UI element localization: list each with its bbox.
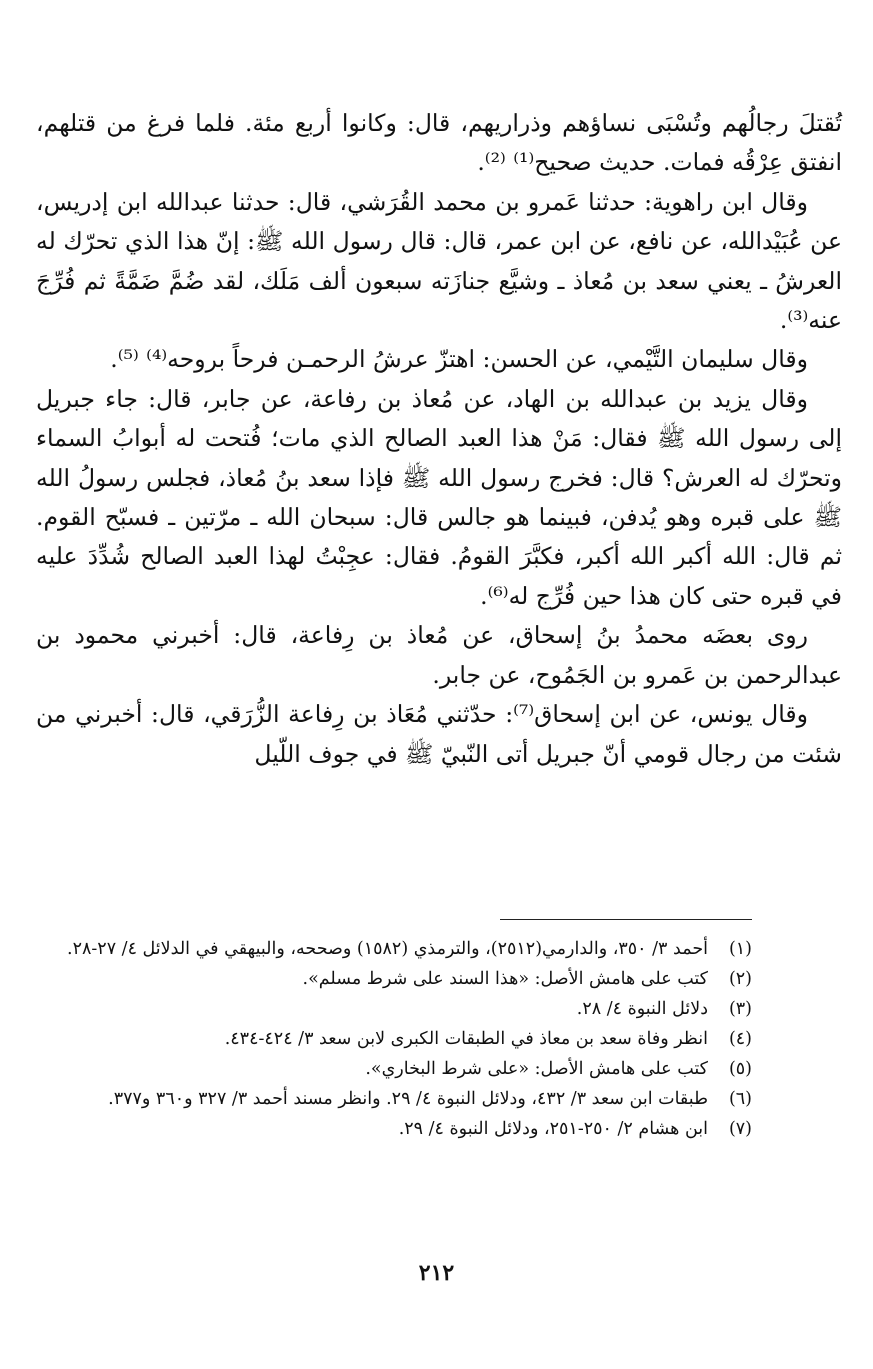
footnote-number: (٥): [728, 1059, 752, 1079]
footnote-text: انظر وفاة سعد بن معاذ في الطبقات الكبرى لابن سعد ٣/ ٤٢٤-٤٣٤.: [224, 1029, 708, 1049]
footnote-text: طبقات ابن سعد ٣/ ٤٣٢، ودلائل النبوة ٤/ ٢٩. وانظر مسند أحمد ٣/ ٣٢٧ و٣٦٠ و٣٧٧.: [108, 1089, 708, 1109]
body-paragraph: وقال يزيد بن عبدالله بن الهاد، عن مُعاذ بن رفاعة، عن جابر، قال: جاء جبريل إلى رسول الله ﷺ فقال: مَنْ هذا العبد الصالح الذي مات؛ فُتحت له أبوابُ السماء وتحرّك له العرش؟ قال: فخرج رسول الله ﷺ فإذا سعد بنُ مُعاذ، فجلس رسولُ الله ﷺ على قبره وهو يُدفن، فبينما هو جالس قال: سبحان الله ـ مرّتين ـ فسبّح القوم. ثم قال: الله أكبر الله أكبر، فكبَّرَ القومُ. فقال: عجِبْتُ لهذا العبد الصالح شُدِّدَ عليه في قبره حتى كان هذا حين فُرِّج له⁽⁶⁾.: [36, 384, 842, 610]
footnote-text: كتب على هامش الأصل: «على شرط البخاري».: [365, 1059, 708, 1079]
footnote-item: [30, 934, 752, 964]
footnote-number: (٤): [728, 1029, 752, 1049]
body-paragraph: وقال يونس، عن ابن إسحاق⁽⁷⁾: حدّثني مُعَاذ بن رِفاعة الزُّرَقي، قال: أخبرني من شئت من رجال قومي أنّ جبريل أتى النّبيّ ﷺ في جوف اللّيل: [36, 700, 842, 768]
footnotes: [30, 934, 752, 1144]
footnote-item: [30, 1054, 752, 1084]
body-paragraph: وقال سليمان التَّيْمي، عن الحسن: اهتزّ عرشُ الرحمـن فرحاً بروحه⁽⁴⁾ ⁽⁵⁾.: [110, 345, 808, 374]
main-text: [36, 104, 842, 774]
body-paragraph: تُقتلَ رجالُهم وتُسْبَى نساؤهم وذراريهم، قال: وكانوا أربع مئة. فلما فرغ من قتلهم، انفتق عِرْقُه فمات. حديث صحيح⁽¹⁾ ⁽²⁾.: [36, 109, 842, 177]
footnote-text: ابن هشام ٢/ ٢٥٠-٢٥١، ودلائل النبوة ٤/ ٢٩.: [398, 1119, 708, 1139]
body-paragraph: روى بعضَه محمدُ بنُ إسحاق، عن مُعاذ بن رِفاعة، قال: أخبرني محمود بن عبدالرحمن بن عَمرو بن الجَمُوح، عن جابر.: [36, 621, 842, 689]
body-paragraph: وقال ابن راهوية: حدثنا عَمرو بن محمد القُرَشي، قال: حدثنا عبدالله ابن إدريس، عن عُبَيْدالله، عن نافع، عن ابن عمر، قال: قال رسول الله ﷺ: إنّ هذا الذي تحرّك له العرشُ ـ يعني سعد بن مُعاذ ـ وشيَّع جنازَته سبعون ألف مَلَك، لقد ضُمَّ ضَمَّةً ثم فُرِّجَ عنه⁽³⁾.: [36, 187, 842, 335]
footnote-number: (٣): [728, 999, 752, 1019]
footnote-number: (٧): [728, 1119, 752, 1139]
footnote-item: [30, 1114, 752, 1144]
footnote-item: [30, 1084, 752, 1114]
footnote-divider: [500, 919, 752, 920]
footnote-item: [30, 994, 752, 1024]
footnote-text: أحمد ٣/ ٣٥٠، والدارمي(٢٥١٢)، والترمذي (١٥٨٢) وصححه، والبيهقي في الدلائل ٤/ ٢٧-٢٨.: [66, 939, 708, 959]
footnote-text: دلائل النبوة ٤/ ٢٨.: [576, 999, 708, 1019]
footnote-item: [30, 964, 752, 994]
footnote-text: كتب على هامش الأصل: «هذا السند على شرط مسلم».: [302, 969, 708, 989]
page-number: ٢١٢: [418, 1260, 455, 1286]
footnote-item: [30, 1024, 752, 1054]
footnote-number: (٢): [728, 969, 752, 989]
page-content: [36, 104, 842, 774]
footnote-number: (١): [728, 939, 752, 959]
footnote-number: (٦): [728, 1089, 752, 1109]
